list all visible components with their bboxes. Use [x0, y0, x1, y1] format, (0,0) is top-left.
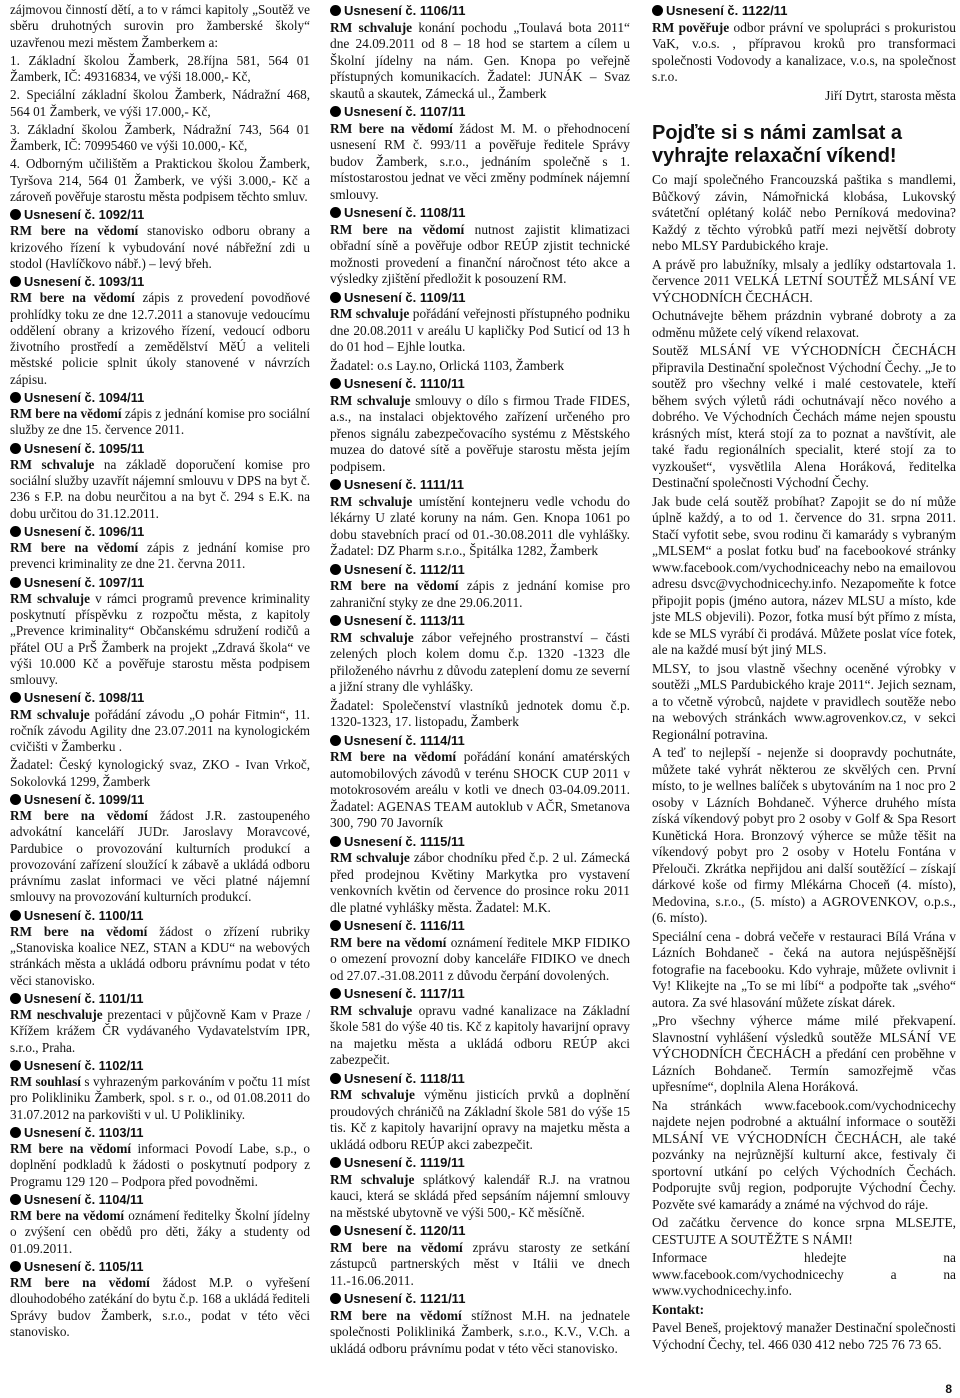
resolution-heading [10, 274, 310, 290]
resolution-heading [330, 834, 630, 851]
resolution-heading [10, 575, 310, 591]
paragraph: Žadatel: Český kynologický svaz, ZKO - Ivan Vrkoč, Sokolovká 1299, Žamberk [10, 757, 310, 789]
resolution-verb: RM schvaluje [330, 629, 414, 645]
paragraph: RM bere na vědomí informaci Povodí Labe, s.p., o doplnění podkladů k žádosti o poskytnutí podpory z Programu 129 120 – Podpora před povodněmi. [10, 1141, 310, 1189]
paragraph: Žadatel: o.s Lay.no, Orlická 1103, Žamberk [330, 357, 565, 373]
paragraph: „Pro všechny výherce máme milé překvapení. Slavnostní vyhlášení výsledků soutěže MLSÁNÍ VE VÝCHODNÍCH ČECHÁCH a předání cen proběhne v Lázních Bohdaneč. Termín samozřejmě včas upřesníme“, doplnila Alena Horáková. [652, 1013, 956, 1094]
resolution-verb: RM pověřuje [652, 19, 730, 35]
resolution-verb: RM bere na vědomí [330, 934, 447, 950]
resolution-heading [10, 207, 310, 223]
resolution-number: Usnesení č. 1114/11 [344, 732, 465, 748]
bullet-icon [330, 378, 341, 389]
paragraph: RM schvaluje zábor veřejného prostranství – části zelených ploch kolem domu č.p. 1320 -1323 dle přiloženého návrhu z důvodu zateplení domu ze severní a jižní strany dle vyhlášky. [330, 629, 630, 694]
paragraph: Pavel Beneš, projektový manažer Destinační společnosti Východní Čechy, tel. 466 030 412 nebo 725 76 73 65. [652, 1320, 956, 1352]
resolution-verb: RM bere na vědomí [330, 578, 459, 593]
resolution-number: Usnesení č. 1119/11 [344, 1155, 465, 1170]
resolution-verb: RM schvaluje [10, 456, 95, 472]
paragraph: RM bere na vědomí žádost o zřízení rubriky „Stanoviska koalice NEZ, STAN a KDU“ na webových stránkách města a ukládá odboru právnímu podat v této věci stanovisko. [10, 923, 310, 988]
resolution-number: Usnesení č. 1100/11 [24, 907, 144, 923]
resolution-verb: RM schvaluje [330, 19, 413, 35]
paragraph: Informace hledejte na www.facebook.com/vychodnicechy a na www.vychodnicechy.info. [652, 1250, 956, 1298]
bullet-icon [10, 692, 21, 703]
paragraph: RM bere na vědomí oznámení ředitele MKP FIDIKO o omezení provozní doby kanceláře FIDIKO ve dnech od 27.07.-31.08.2011 z důvodu čerpání dovolených. [330, 934, 630, 983]
paragraph: RM bere na vědomí žádost M.P. o vyřešení dlouhodobého zatékání do bytu č.p. 168 a ukládá řediteli Správy budov Žamberk, s.r.o., podat v této věci stanovisko. [10, 1275, 310, 1339]
resolution-number: Usnesení č. 1121/11 [344, 1291, 466, 1306]
resolution-verb: RM souhlasí [10, 1074, 81, 1089]
paragraph: Speciální cena - dobrá večeře v restauraci Bílá Vrána v Lázních Bohdaneč - čeká na autora nejúspěšnější fotografie na facebooku. Kdo vyhraje, můžete ovlivnit i Vy! Klikejte na „To se mi líbí“ a podpořte tak „svého“ autora. Za své hlasování můžete získat dárek. [652, 928, 956, 1010]
bullet-icon [10, 794, 21, 805]
paragraph: A právě pro labužníky, mlsaly a jedlíky odstartovala 1. července 2011 VELKÁ LETNÍ SOUTĚŽ MLSÁNÍ VE VÝCHODNÍCH ČECHÁCH. [652, 256, 956, 305]
paragraph: Co mají společného Francouzská paštika s mandlemi, Bůčkový závin, Námořnická klobása, Lukovský svátetční oplétaný koláč nebo Perníková medovina? Každý z těchto výrobků patří mezi největší dobroty nebo MLSY Pardubického kraje. [652, 172, 956, 253]
paragraph: RM pověřuje odbor právní ve spolupráci s prokuristou VaK, v.o.s. , přípravou kroků pro transformaci společnosti Vodovody a kanalizace, v.o.s, na společnost s.r.o. [652, 19, 957, 84]
resolution-verb: RM neschvaluje [10, 1007, 103, 1022]
signature: Jiří Dytrt, starosta města [825, 87, 956, 103]
bullet-icon [10, 276, 21, 287]
bullet-icon [10, 1194, 21, 1205]
resolution-verb: RM bere na vědomí [10, 1208, 125, 1223]
resolution-number: Usnesení č. 1102/11 [24, 1057, 144, 1073]
resolution-verb: RM bere na vědomí [330, 1239, 463, 1255]
paragraph: A teď to nejlepší - nejenže si doopravdy pochutnáte, můžete také vyhrát některou ze skvělých cen. První místo, to je wellnes balíček s ubytováním na 1 noc pro 2 osoby v Lázních Bohdaneč. Výherce druhého místa získá víkendový pobyt pro 2 osoby v Golf & Spa Resort Kunětická Hora. Bronzový výherce se může těšit na víkendový pobyt pro 2 osoby v Hotelu Fontána v Přelouči. Zkrátka nepřijdou ani další soutěžící – získají dárkové koše od firmy Mlékárna Choceň (4. místo), Medovina, s.r.o., (5. místo) a AGROVENKOV, o.p.s., (6. místo). [652, 745, 956, 925]
resolution-number: Usnesení č. 1092/11 [24, 207, 145, 222]
paragraph: RM bere na vědomí nutnost zajistit klimatizaci obřadní síně a pověřuje odbor REÚP zjistit technické možnosti provedení a finanční náročnost této akce a výsledky zjištění předložit k posouzení RM. [330, 221, 630, 286]
resolution-number: Usnesení č. 1117/11 [344, 986, 465, 1001]
resolution-number: Usnesení č. 1106/11 [344, 3, 466, 18]
resolution-number: Usnesení č. 1099/11 [24, 791, 145, 807]
resolution-verb: RM bere na vědomí [330, 221, 465, 237]
resolution-verb: RM schvaluje [330, 493, 413, 509]
bullet-icon [330, 615, 341, 626]
resolution-verb: RM bere na vědomí [10, 923, 148, 939]
paragraph: RM schvaluje smlouvy o dílo s firmou Trade FIDES, a.s., na instalaci objektového zařízení určeného pro přenos signálu zabezpečovacího systému z Městského muzea do datové sítě a pověřuje starostu města jejím podpisem. [330, 392, 630, 474]
resolution-heading [330, 562, 630, 579]
resolution-heading [330, 1223, 630, 1240]
resolution-number: Usnesení č. 1118/11 [344, 1070, 465, 1086]
paragraph: RM schvaluje výměnu jisticích prvků a doplnění proudových chráničů na Základní škole 581 do výše 15 tis. Kč z kapitoly havarijní opravy na majetku města a ukládá odboru REÚP akci zabezpečit. [330, 1087, 630, 1152]
paragraph: RM schvaluje umístění kontejneru vedle vchodu do lékárny U zlaté koruny na nám. Gen. Knopa 1061 po dobu stavebních prací od 01.-30.08.2011 dle vyhlášky. Žadatel: DZ Pharm s.r.o., Špitálka 1282, Žamberk [330, 493, 630, 558]
page-number: 8 [945, 1382, 952, 1396]
bullet-icon [10, 392, 21, 403]
paragraph: Od začátku července do konce srpna MLSEJTE, CESTUJTE A SOUTĚŽTE S NÁMI! [652, 1215, 956, 1247]
resolution-heading [330, 376, 630, 393]
bullet-icon [330, 920, 341, 931]
resolution-verb: RM schvaluje [330, 1002, 413, 1018]
resolution-heading [10, 1058, 310, 1074]
paragraph: RM bere na vědomí zápis z provedení povodňové prohlídky toku ze dne 12.7.2011 a stanovuje vedoucímu oddělení obrany a krizového řízení, vedoucí odboru životního prostředí a zemědělství MěÚ a veliteli městské policie splnit úkoly stanovené v návrzích zápisu. [10, 290, 310, 387]
bullet-icon [330, 292, 341, 303]
resolution-heading [330, 1071, 630, 1088]
paragraph: RM bere na vědomí pořádání konání amatérských automobilových závodů v terénu SHOCK CUP 2011 v motokrosovém areálu v kotli ve dnech 03-04.09.2011. Žadatel: AGENAS TEAM autoklub v AČR, Smetanova 300, 790 70 Javorník [330, 749, 630, 830]
bullet-icon [10, 1127, 21, 1138]
paragraph: Na stránkách www.facebook.com/vychodnicechy najdete nejen podrobné a aktuální informace o soutěži MLSÁNÍ VE VÝCHODNÍCH ČECHÁCH, ale také pozvánky na nejrůznější kulturní akce, festivaly či sportovní utkání po celých Východních Čechách. Podporujte svůj region, podporujte Východní Čechy. Pozvěte své kamarády a známé na výchvod do ráje. [652, 1097, 956, 1212]
resolution-number: Usnesení č. 1107/11 [344, 104, 466, 119]
paragraph: RM schvaluje opravu vadné kanalizace na Základní škole 581 do výše 40 tis. Kč z kapitoly havarijní opravy na majetku města a ukládá odboru REÚP akci zabezpečit. [330, 1002, 630, 1067]
resolution-number: Usnesení č. 1098/11 [24, 690, 145, 706]
paragraph: RM bere na vědomí žádost J.R. zastoupeného advokátní kanceláří JUDr. Jaroslavy Moravcové, Pardubice o provozování kulturních produkcí a provozování zařízení sloužící k zábavě a ukládá odboru právnímu zaslat informaci ve věci platné nájemní smlouvy na provozování kulturních produkcí. [10, 808, 310, 905]
resolution-number: Usnesení č. 1097/11 [24, 574, 145, 590]
resolution-verb: RM bere na vědomí [330, 749, 457, 764]
resolution-verb: RM bere na vědomí [330, 1307, 462, 1323]
paragraph: 4. Odborným učilištěm a Praktickou školou Žamberk, Tyršova 214, 564 01 Žamberk, ve výši 3.000,- Kč a zároveň pověřuje starostu města podpisem těchto smluv. [10, 156, 310, 204]
paragraph: RM schvaluje pořádání závodu „O pohár Fitmin“, 11. ročník závodu Agility dne 23.07.2011 na kynologickém cvičišti v Žamberku . [10, 706, 310, 754]
resolution-heading [10, 690, 310, 706]
resolution-verb: RM bere na vědomí [10, 540, 139, 555]
bullet-icon [10, 1060, 21, 1071]
paragraph: RM bere na vědomí zprávu starosty ze setkání zástupců partnerských měst v Itálii ve dnech 11.-16.06.2011. [330, 1239, 631, 1288]
resolution-heading [10, 908, 310, 924]
resolution-number: Usnesení č. 1115/11 [344, 833, 465, 849]
paragraph: RM neschvaluje prezentaci v půjčovně Kam v Praze / Křížem krážem ČR vydávaného Vydavatelstvím IPR, s.r.o., Praha. [10, 1007, 310, 1055]
resolution-verb: RM bere na vědomí [10, 223, 139, 239]
bullet-icon [330, 106, 341, 117]
column-right [652, 2, 956, 1355]
paragraph: 3. Základní školou Žamberk, Nádražní 743, 564 01 Žamberk, IČ: 70995460 ve výši 10.000,- Kč, [10, 121, 310, 153]
bullet-icon [330, 207, 341, 218]
resolution-verb: RM bere na vědomí [10, 808, 148, 823]
resolution-number: Usnesení č. 1111/11 [344, 477, 464, 492]
resolution-verb: RM schvaluje [10, 706, 90, 722]
bullet-icon [330, 836, 341, 847]
resolution-verb: RM schvaluje [330, 1087, 415, 1102]
bullet-icon [10, 1261, 21, 1272]
resolution-heading [10, 1125, 310, 1141]
paragraph: RM schvaluje na základě doporučení komise pro sociální služby uzavřít nájemní smlouvu v DPS na byt č. 236 s F.P. na dobu neurčitou a na byt č. 294 s E.K. na dobu určitou do 31.12.2011. [10, 456, 310, 521]
resolution-heading [330, 3, 630, 20]
column-left [10, 2, 310, 1342]
resolution-heading [10, 1192, 310, 1208]
resolution-verb: RM bere na vědomí [10, 1275, 150, 1290]
bullet-icon [10, 209, 21, 220]
paragraph: MLSY, to jsou vlastně všechny oceněné výrobky v soutěži „MLS Pardubického kraje 2011“. Jejich seznam, a to včetně výrobců, najdete v pravidlech soutěže nebo na webových stránkách www.agrovenkov.cz, v sekci Regionální potravina. [652, 660, 956, 742]
resolution-number: Usnesení č. 1104/11 [24, 1191, 144, 1207]
bullet-icon [330, 479, 341, 490]
resolution-number: Usnesení č. 1094/11 [24, 389, 145, 405]
resolution-heading [10, 390, 310, 406]
paragraph: 2. Speciální základní školou Žamberk, Nádražní 468, 564 01 Žamberk, ve výši 17.000,- Kč, [10, 87, 310, 119]
resolution-heading [330, 613, 630, 630]
resolution-heading [10, 1259, 310, 1275]
resolution-heading [10, 792, 310, 808]
bullet-icon [10, 910, 21, 921]
paragraph: zájmovou činností dětí, a to v rámci kapitoly „Soutěž ve sběru druhotných surovin pro žamberské školy“ uzavřenou mezi městem Žamberkem a: [10, 2, 310, 50]
resolution-number: Usnesení č. 1105/11 [24, 1258, 144, 1274]
paragraph: RM bere na vědomí zápis z jednání komise pro zahraniční styky ze dne 29.06.2011. [330, 578, 631, 610]
paragraph: RM bere na vědomí stížnost M.H. na jednatele společnosti Polikliniká Žamberk, s.r.o., K.V., V.Ch. a ukládá odboru právnímu podat v této věci stanovisko. [330, 1307, 631, 1356]
resolution-heading [330, 918, 630, 935]
bullet-icon [330, 5, 341, 16]
resolution-number: Usnesení č. 1113/11 [344, 613, 465, 628]
resolution-heading [330, 104, 630, 121]
resolution-heading [10, 991, 310, 1007]
resolution-number: Usnesení č. 1120/11 [344, 1223, 466, 1238]
paragraph: Ochutnávejte během prázdnin vybrané dobroty a za odměnu můžete celý víkend relaxovat. [652, 308, 956, 340]
bullet-icon [330, 1225, 341, 1236]
resolution-verb: RM bere na vědomí [330, 120, 453, 136]
article-title: Pojďte si s námi zamlsat a vyhrajte relaxační víkend! [652, 122, 903, 167]
contact-label: Kontakt: [652, 1301, 705, 1317]
resolution-verb: RM bere na vědomí [10, 290, 135, 306]
paragraph: RM schvaluje zábor chodníku před č.p. 2 ul. Zámecká před prodejnou Květiny Markytka pro vystavení venkovních květin od července do prosince roku 2011 dle platné vyhlášky města. Žadatel: M.K. [330, 850, 630, 915]
paragraph: Soutěž MLSÁNÍ VE VÝCHODNÍCH ČECHÁCH připravila Destinační společnost Východní Čechy. „Je to soutěž pro všechny velké i malé cestovatele, kteří během svých výletů rádi ochutnávají něco nového a dobrého. Ve Východních Čechách máme nejen spoustu krásných míst, která stojí za to poznat a navštívit, ale také řadu regionálních specialit, které stojí za to vyzkoušet“, vysvětlila Alena Horáková, ředitelka Destinační společnosti Východní Čechy. [652, 343, 956, 490]
resolution-number: Usnesení č. 1108/11 [344, 205, 466, 220]
paragraph: RM bere na vědomí zápis z jednání komise pro sociální služby ze dne 15. července 2011. [10, 406, 310, 438]
paragraph: 1. Základní školou Žamberk, 28.října 581, 564 01 Žamberk, IČ: 49316834, ve výši 18.000,- Kč, [10, 52, 310, 84]
resolution-number: Usnesení č. 1103/11 [24, 1124, 144, 1140]
resolution-number: Usnesení č. 1112/11 [344, 561, 465, 577]
bullet-icon [330, 1157, 341, 1168]
resolution-heading [330, 290, 630, 307]
resolution-number: Usnesení č. 1096/11 [24, 523, 145, 539]
paragraph: RM schvaluje konání pochodu „Toulavá bota 2011“ dne 24.09.2011 od 8 – 18 hod se startem a cílem u Školní jídelny na nám. Gen. Knopa po veřejně přístupných komunikacích. Žadatel: JUNÁK – Svaz skautů a skautek, Zámecká ul., Žamberk [330, 19, 630, 101]
resolution-heading [652, 3, 956, 20]
paragraph: Jak bude celá soutěž probíhat? Zapojit se do ní může úplně každý, a to od 1. července do 31. srpna 2011. Stačí vyfotit sebe, svou rodinu či kamarády s vybraným „MLSEM“ a poslat fotku buď na facebookové stránky www.facebook.com/vychodniceachy nebo na emailovou adresu dsvc@vychodnicechy.info. Nezapomeňte k fotce připojit popis (jméno autora, název MLSU a místo, kde jste MLS objevili). Pozor, fotka musí být přímo z místa, kde se MLS vyrábí či prodává. Můžete poslat více fotek, ale na každé musí být jiný MLS. [652, 493, 956, 657]
resolution-number: Usnesení č. 1109/11 [344, 289, 466, 305]
bullet-icon [330, 564, 341, 575]
bullet-icon [10, 526, 21, 537]
paragraph: RM schvaluje splátkový kalendář R.J. na vratnou kauci, která se skládá před sepsáním nájemní smlouvy na městské ubytovně ve výši 500,- Kč měsíčně. [330, 1171, 630, 1220]
resolution-heading [330, 1291, 630, 1308]
resolution-heading [330, 205, 630, 222]
paragraph: RM schvaluje pořádání veřejnosti přístupného podniku dne 20.08.2011 v areálu U kapličky Pod Suticí od 13 h do 01 hod – Ejhle loutka. [330, 306, 630, 354]
resolution-verb: RM schvaluje [10, 590, 90, 606]
resolution-verb: RM bere na vědomí [10, 406, 122, 421]
paragraph: RM bere na vědomí oznámení ředitelky Školní jídelny o zvýšení cen obědů pro děti, žáky a studenty od 01.09.2011. [10, 1208, 310, 1256]
column-middle [330, 2, 630, 1359]
bullet-icon [652, 5, 663, 16]
resolution-verb: RM schvaluje [330, 850, 410, 865]
resolution-heading [10, 524, 310, 540]
bullet-icon [10, 993, 21, 1004]
resolution-heading [330, 1155, 630, 1172]
resolution-heading [330, 477, 630, 494]
resolution-number: Usnesení č. 1110/11 [344, 376, 465, 391]
resolution-number: Usnesení č. 1101/11 [24, 990, 144, 1006]
resolution-number: Usnesení č. 1093/11 [24, 274, 145, 289]
paragraph: RM schvaluje v rámci programů prevence kriminality poskytnutí příspěvku z rozpočtu města, z kapitoly „Prevence kriminality“ Občanskému sdružení rodičů a přátel OU a PrŠ Žamberk na projekt „Zdravá škola“ ve výši 10.000 Kč a pověřuje starostu města podpisem smlouvy. [10, 590, 310, 687]
bullet-icon [10, 577, 21, 588]
bullet-icon [330, 1073, 341, 1084]
paragraph: RM bere na vědomí stanovisko odboru obrany a krizového řízení k vybudování nové nábřežní zdi u stodol (Havlíčkovo nábř.) – levý břeh. [10, 223, 310, 271]
bullet-icon [10, 443, 21, 454]
bullet-icon [330, 1293, 341, 1304]
resolution-heading [10, 441, 310, 457]
resolution-heading [330, 733, 630, 750]
paragraph: Žadatel: Společenství vlastníků jednotek domu č.p. 1320-1323, 17. listopadu, Žamberk [330, 697, 630, 729]
paragraph: RM bere na vědomí žádost M. M. o přehodnocení usnesení RM č. 993/11 a pověřuje ředitele Správy budov Žamberk, s.r.o., jednáním společně s 1. místostarostou jednat ve věci změny podmínek nájemní smlouvy. [330, 120, 631, 202]
resolution-verb: RM schvaluje [330, 392, 411, 408]
bullet-icon [330, 735, 341, 746]
bullet-icon [330, 988, 341, 999]
resolution-verb: RM bere na vědomí [10, 1141, 132, 1156]
resolution-number: Usnesení č. 1116/11 [344, 918, 465, 933]
paragraph: RM souhlasí s vyhrazeným parkováním v počtu 11 míst pro Polikliniku Žamberk, spol. s r. o., od 01.08.2011 do 31.07.2012 na parkovišti v ul. U Polikliniky. [10, 1074, 310, 1122]
resolution-number: Usnesení č. 1095/11 [24, 440, 145, 456]
resolution-heading [330, 986, 630, 1003]
resolution-verb: RM schvaluje [330, 1171, 415, 1187]
resolution-verb: RM schvaluje [330, 306, 410, 321]
resolution-number: Usnesení č. 1122/11 [666, 3, 788, 18]
paragraph: RM bere na vědomí zápis z jednání komise pro prevenci kriminality ze dne 21. června 2011. [10, 540, 310, 572]
